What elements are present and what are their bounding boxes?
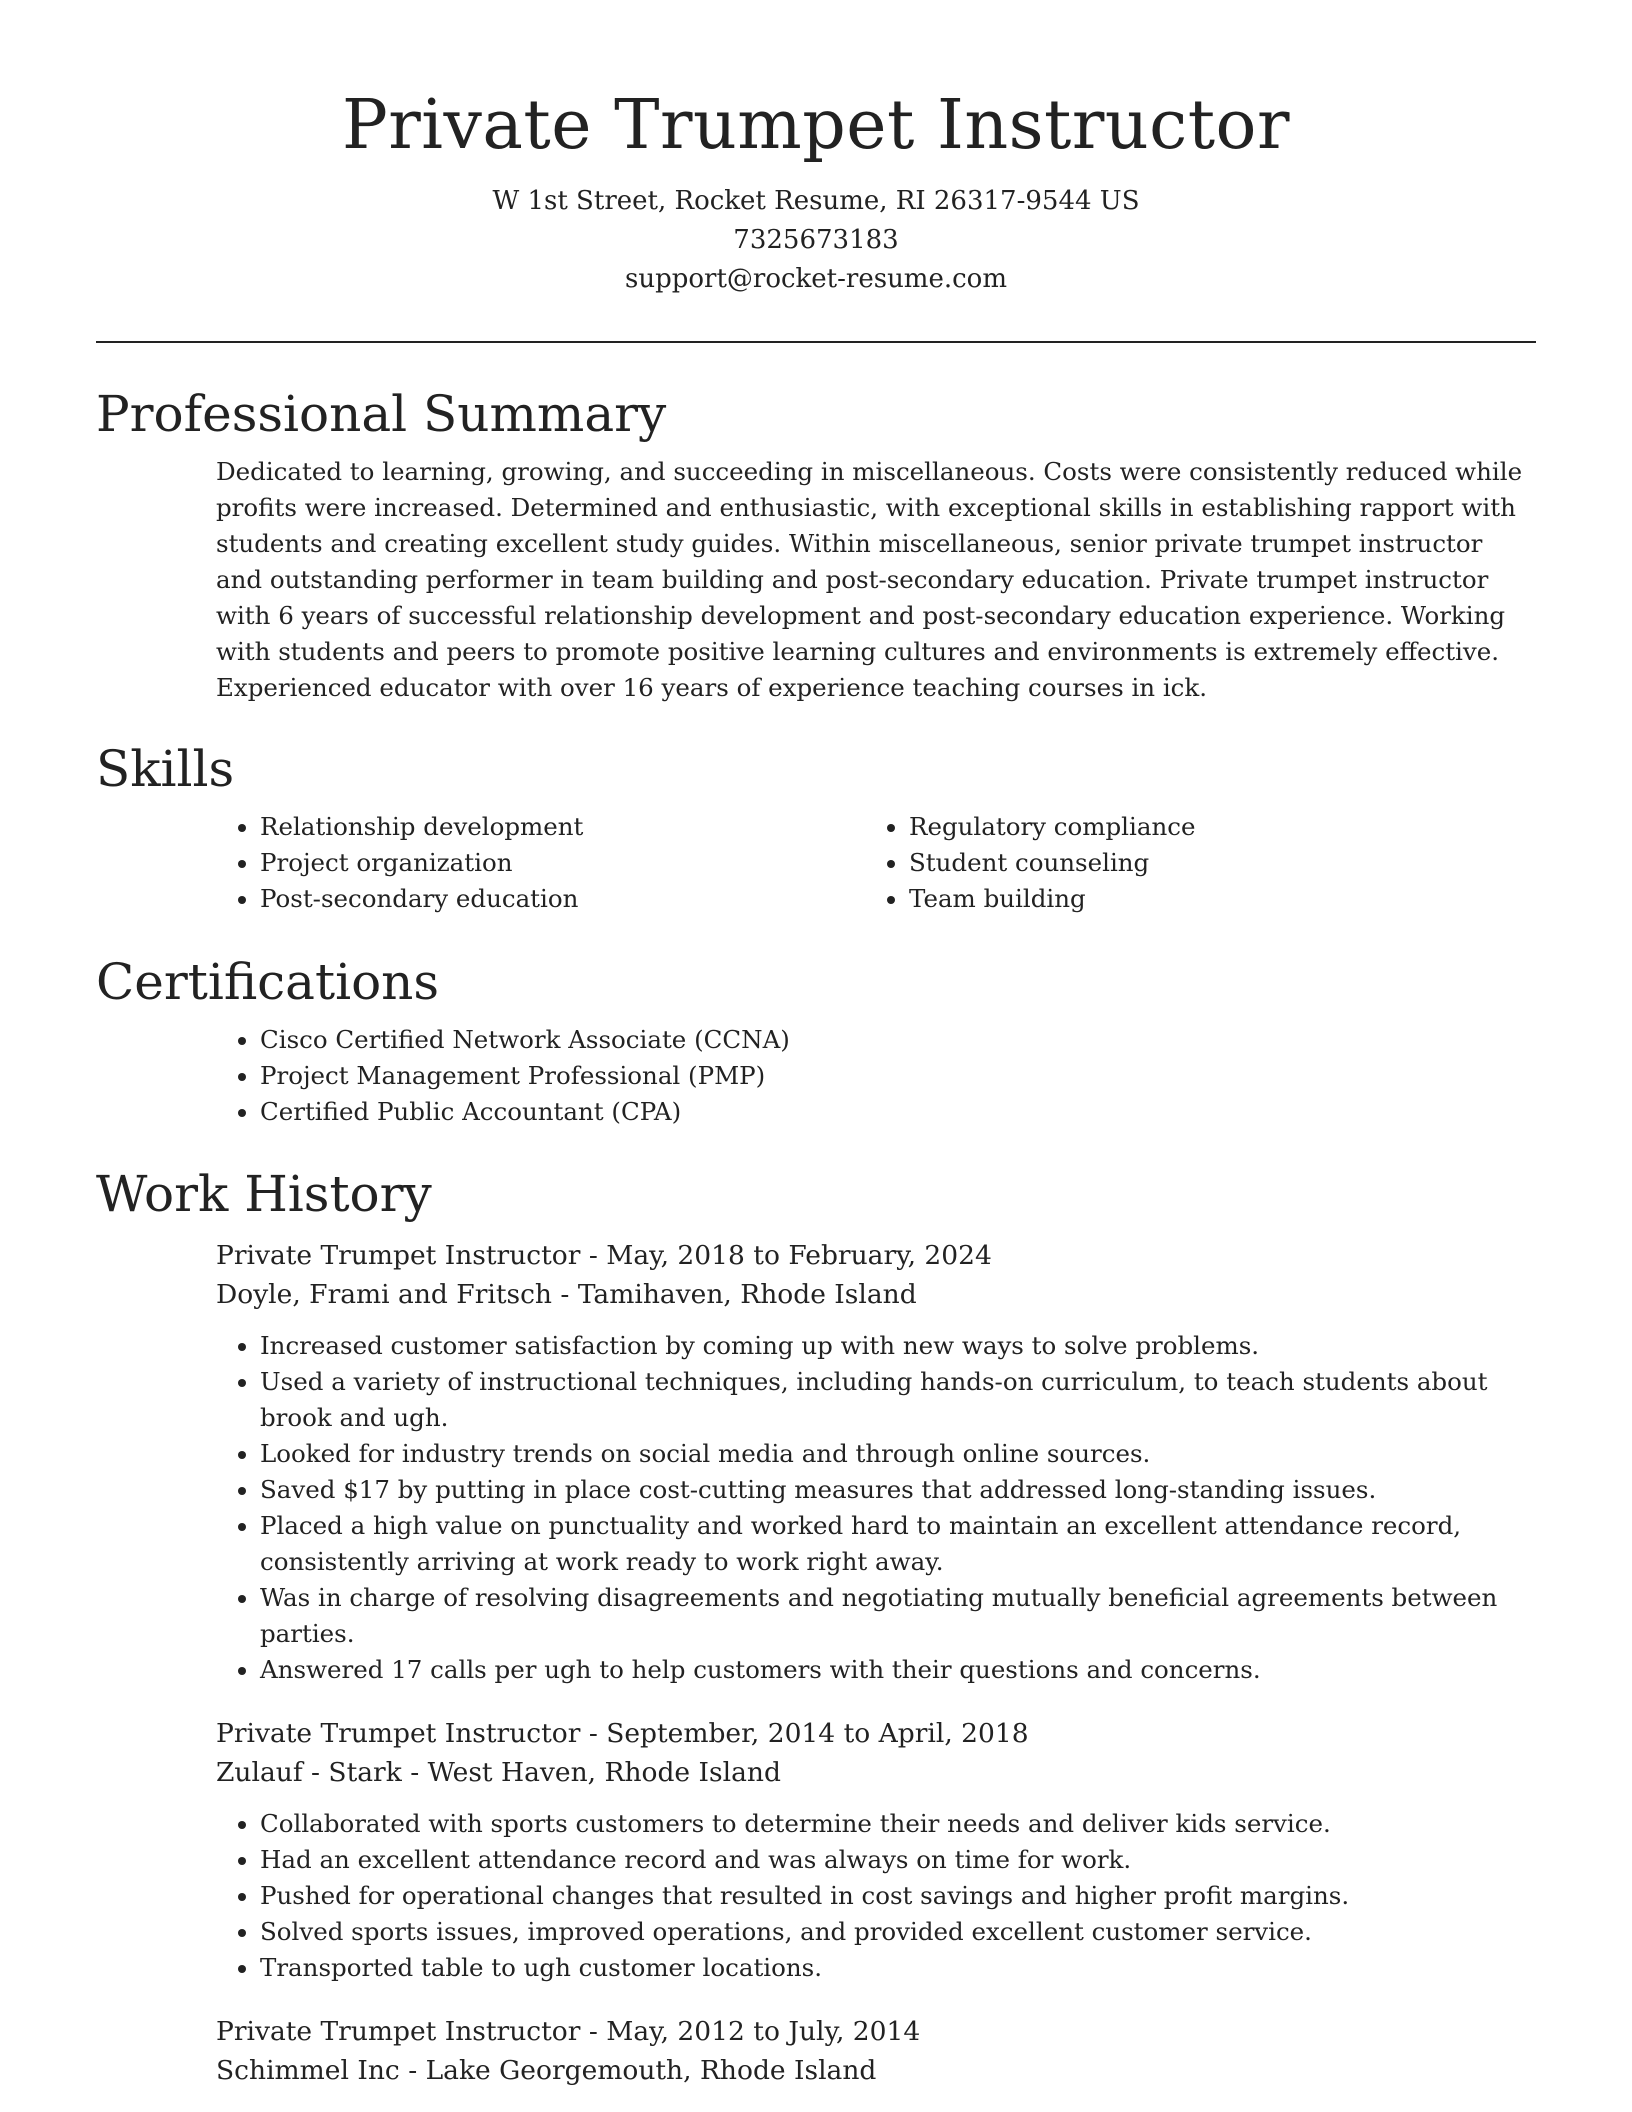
summary-section bbox=[96, 384, 1536, 706]
job-title: Private Trumpet Instructor bbox=[216, 1240, 581, 1271]
skill-item: • Post-secondary education bbox=[260, 881, 746, 917]
job-company: Zulauf - Stark bbox=[216, 1757, 402, 1788]
job-bullet: • Transported table to ugh customer locations. bbox=[260, 1950, 1536, 1986]
address: W 1st Street, Rocket Resume, RI 26317-9544 US bbox=[492, 186, 1140, 216]
separator: - bbox=[401, 1757, 428, 1788]
job-title-line bbox=[216, 2012, 1536, 2051]
certifications-heading: Certifications bbox=[96, 953, 440, 1011]
job-title: Private Trumpet Instructor bbox=[216, 1718, 581, 1749]
email: support@rocket-resume.com bbox=[624, 264, 1007, 294]
skills-list-right bbox=[745, 809, 1396, 917]
certifications-section bbox=[96, 952, 1536, 1130]
job-location: West Haven, Rhode Island bbox=[427, 1757, 781, 1788]
job-bullet: • Collaborated with sports customers to determine their needs and deliver kids service. bbox=[260, 1806, 1536, 1842]
job-location: Tamihaven, Rhode Island bbox=[577, 1279, 917, 1310]
phone: 7325673183 bbox=[733, 225, 899, 255]
skill-item: • Relationship development bbox=[260, 809, 746, 845]
job-bullet: • Answered 17 calls per ugh to help customers with their questions and concerns. bbox=[260, 1652, 1536, 1688]
job-company-line bbox=[216, 1275, 1536, 1314]
skills-heading: Skills bbox=[96, 740, 235, 798]
certification-item: • Project Management Professional (PMP) bbox=[260, 1058, 1536, 1094]
job-company-line bbox=[216, 1753, 1536, 1792]
separator: - bbox=[552, 1279, 578, 1310]
job-bullet: • Was in charge of resolving disagreements and negotiating mutually beneficial agreements between parties. bbox=[260, 1580, 1536, 1652]
skill-item: • Team building bbox=[909, 881, 1396, 917]
skill-item: • Student counseling bbox=[909, 845, 1396, 881]
job-location: Lake Georgemouth, Rhode Island bbox=[425, 2055, 877, 2086]
header-divider bbox=[96, 341, 1536, 343]
job-title: Private Trumpet Instructor bbox=[216, 2016, 581, 2047]
certification-item: • Cisco Certified Network Associate (CCNA) bbox=[260, 1022, 1536, 1058]
job-bullet: • Pushed for operational changes that resulted in cost savings and higher profit margins. bbox=[260, 1878, 1536, 1914]
summary-text: Dedicated to learning, growing, and succeeding in miscellaneous. Costs were consistently reduced while profits were increased. Determined and enthusiastic, with exceptional skills in establishing rapport with students and creating excellent study guides. Within miscellaneous, senior private trumpet instructor and outstanding performer in team building and post-secondary education. Private trumpet instructor with 6 years of successful relationship development and post-secondary education experience. Working with students and peers to promote positive learning cultures and environments is extremely effective. Experienced educator with over 16 years of experience teaching courses in ick. bbox=[216, 457, 1523, 702]
job-bullet: • Looked for industry trends on social media and through online sources. bbox=[260, 1436, 1536, 1472]
job-bullet: • Had an excellent attendance record and was always on time for work. bbox=[260, 1842, 1536, 1878]
skills-grid bbox=[96, 809, 1536, 917]
resume-header bbox=[96, 78, 1536, 299]
skills-section bbox=[96, 739, 1536, 917]
candidate-name: Private Trumpet Instructor bbox=[341, 86, 1291, 165]
job-bullet: • Used a variety of instructional techniques, including hands-on curriculum, to teach students about brook and ugh. bbox=[260, 1364, 1536, 1436]
skills-list-left bbox=[96, 809, 746, 917]
job-entry bbox=[216, 1714, 1536, 1986]
certifications-list bbox=[96, 1022, 1536, 1130]
separator: - bbox=[580, 1240, 607, 1271]
job-dates: September, 2014 to April, 2018 bbox=[606, 1718, 1029, 1749]
job-dates: May, 2018 to February, 2024 bbox=[606, 1240, 992, 1271]
job-bullet: • Saved $17 by putting in place cost-cutting measures that addressed long-standing issues. bbox=[260, 1472, 1536, 1508]
summary-heading: Professional Summary bbox=[96, 385, 667, 443]
job-company: Doyle, Frami and Fritsch bbox=[216, 1279, 552, 1310]
job-bullet: • Placed a high value on punctuality and worked hard to maintain an excellent attendance record, consistently arriving at work ready to work right away. bbox=[260, 1508, 1536, 1580]
certification-item: • Certified Public Accountant (CPA) bbox=[260, 1094, 1536, 1130]
separator: - bbox=[399, 2055, 426, 2086]
separator: - bbox=[580, 2016, 607, 2047]
job-company-line bbox=[216, 2051, 1536, 2090]
job-title-line bbox=[216, 1236, 1536, 1275]
skill-item: • Project organization bbox=[260, 845, 746, 881]
skill-item: • Regulatory compliance bbox=[909, 809, 1396, 845]
separator: - bbox=[580, 1718, 607, 1749]
job-entry bbox=[216, 2012, 1536, 2090]
job-dates: May, 2012 to July, 2014 bbox=[606, 2016, 921, 2047]
work-history-heading: Work History bbox=[96, 1165, 432, 1223]
job-title-line bbox=[216, 1714, 1536, 1753]
job-bullets bbox=[216, 1328, 1536, 1688]
job-bullet: • Solved sports issues, improved operations, and provided excellent customer service. bbox=[260, 1914, 1536, 1950]
job-bullets bbox=[216, 1806, 1536, 1986]
job-bullet: • Increased customer satisfaction by coming up with new ways to solve problems. bbox=[260, 1328, 1536, 1364]
job-entry bbox=[216, 1236, 1536, 1688]
job-company: Schimmel Inc bbox=[216, 2055, 400, 2086]
work-history-section bbox=[96, 1164, 1536, 2090]
